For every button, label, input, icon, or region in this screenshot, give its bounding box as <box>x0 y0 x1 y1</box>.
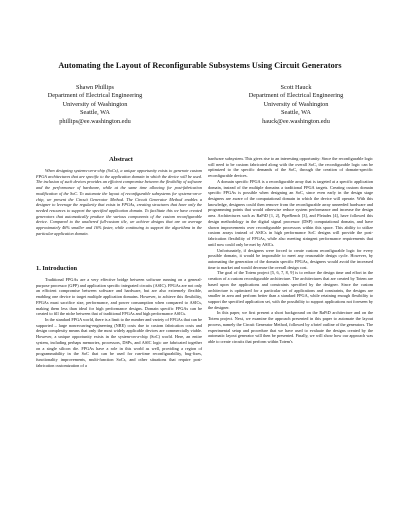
intro-paragraph-1: Traditional FPGAs are a very effective bridge between software running on a general-purpose processor (GPP) and application specific integrated circuits (ASIC). FPGAs are not only an efficient compromise between software and hardware, but are also extremely flexible, enabling one device to target multiple application domains. However, to achieve this flexibility, FPGAs must sacrifice size, performance, and power consumption when compared to ASICs, making them less than ideal for high performance designs. Domain specific FPGAs can be created to fill the niche between that of traditional FPGAs and high performance ASICs. <box>36 277 202 317</box>
paper-title: Automating the Layout of Reconfigurable Subsystems Using Circuit Generators <box>58 61 342 70</box>
author-city: Seattle, WA <box>80 109 110 117</box>
abstract-text <box>36 168 202 237</box>
author-block-2 <box>221 84 371 126</box>
author-university: University of Washington <box>62 100 128 108</box>
abstract-paragraph: When designing systems-on-a-chip (SoCs), a unique opportunity exists to generate custom FPGA architectures that are specific to the application domain in which the device will be used. The inclusion of such devices provides an efficient compromise between the flexibility of software and the performance of hardware, while at the same time allowing for post-fabrication modification of the SoC. To automate the layout of reconfigurable subsystems for systems-on-a-chip, we present the Circuit Generator Method. The Circuit Generator Method enables a designer to leverage the regularity that exists in FPGAs, creating structures that have only the needed resources to support the specified application domain. To facilitate this we have created generators that automatically produce the various components of the custom reconfigurable device. Compared to the unaltered full-custom tile, we achieve designs that are on average approximately 46% smaller and 16% faster, while continuing to support the algorithms in the particular application domain. <box>36 168 202 236</box>
author-university: University of Washington <box>263 100 329 108</box>
author-city: Seattle, WA <box>281 109 311 117</box>
author-email: phillips@ee.washington.edu <box>59 117 131 125</box>
author-department: Department of Electrical Engineering <box>47 92 143 100</box>
author-name: Shawn Phillips <box>76 84 114 91</box>
right-paragraph-3: Unfortunately, if designers were forced to create custom reconfigurable logic for every possible domain, it would be impossible to meet any reasonable design cycle. However, by automating the generation of the domain specific FPGAs, designers would avoid the increased time to market and would decrease the overall design cost. <box>208 247 373 270</box>
introduction-heading: 1. Introduction <box>36 265 78 272</box>
author-name: Scott Hauck <box>280 84 312 91</box>
right-paragraph-5: In this paper, we first present a short background on the RaPiD architecture and on the Totem project. Next, we examine the approach presented in this paper to automate the layout process, namely the Circuit Generator Method, followed by a brief outline of the generators. The experimental setup and procedure that we have used to evaluate the designs created by the automatic layout generator will then be presented. Finally, we will show how our approach was able to create circuits that perform within Totem's <box>208 310 373 344</box>
introduction-body <box>36 277 202 369</box>
right-paragraph-1: hardware subsystem. This gives rise to an interesting opportunity: Since the reconfigurable logic will need to be custom fabricated along with the overall SoC, the reconfigurable logic can be optimized to the specific demands of the SoC, through the creation of domain-specific reconfigurable devices. <box>208 156 373 179</box>
abstract-heading: Abstract <box>109 156 133 163</box>
right-paragraph-4: The goal of the Totem project [5, 6, 7, 8, 9] is to reduce the design time and effort in the creation of a custom reconfigurable architecture. The architectures that are created by Totem are based upon the applications and constraints specified by the designer. Since the custom architecture is optimized for a particular set of applications and constraints, the designs are smaller in area and perform better than a standard FPGA, while retaining enough flexibility to support the specified application set, with the possibility to support applications not foreseen by the designer. <box>208 270 373 310</box>
author-email: hauck@ee.washington.edu <box>262 117 330 125</box>
intro-paragraph-2: In the standard FPGA world, there is a limit to the number and variety of FPGAs that can be supported – large nonrecurring-engineering (NRE) costs due to custom fabrication costs and design complexity means that only the most widely applicable devices are commercially viable. However, a unique opportunity exists in the system-on-a-chip (SoC) world. Here, an entire system, including perhaps memories, processors, DSPs, and ASIC logic are fabricated together on a single silicon die. FPGAs have a role in this world as well, providing a region of programmability in the SoC that can be used for run-time reconfigurability, bug-fixes, functionality improvements, multi-function SoCs, and other situations that require post-fabrication customization of a <box>36 317 202 368</box>
author-block-1 <box>20 84 170 126</box>
right-column <box>208 156 373 345</box>
author-department: Department of Electrical Engineering <box>248 92 344 100</box>
right-paragraph-2: A domain specific FPGA is a reconfigurable array that is targeted at a specific application domain, instead of the multiple domains a traditional FPGA targets. Creating custom domain specific FPGAs is possible when designing an SoC, since even early in the design stage designers are aware of the computational domain in which the device will operate. With this knowledge, designers could then remove from the reconfigurable array unneeded hardware and programming points that would otherwise reduce system performance and increase the design area. Architectures such as RaPiD [1, 2], PipeRench [3], and Pleiades [4], have followed this design methodology in the digital signal processor (DSP) computational domain, and have shown improvements over reconfigurable processors within this space. This ability to utilize custom arrays instead of ASICs in high performance SoC designs will provide the post-fabrication flexibility of FPGAs, while also meeting stringent performance requirements that until now could only be met by ASICs. <box>208 178 373 247</box>
